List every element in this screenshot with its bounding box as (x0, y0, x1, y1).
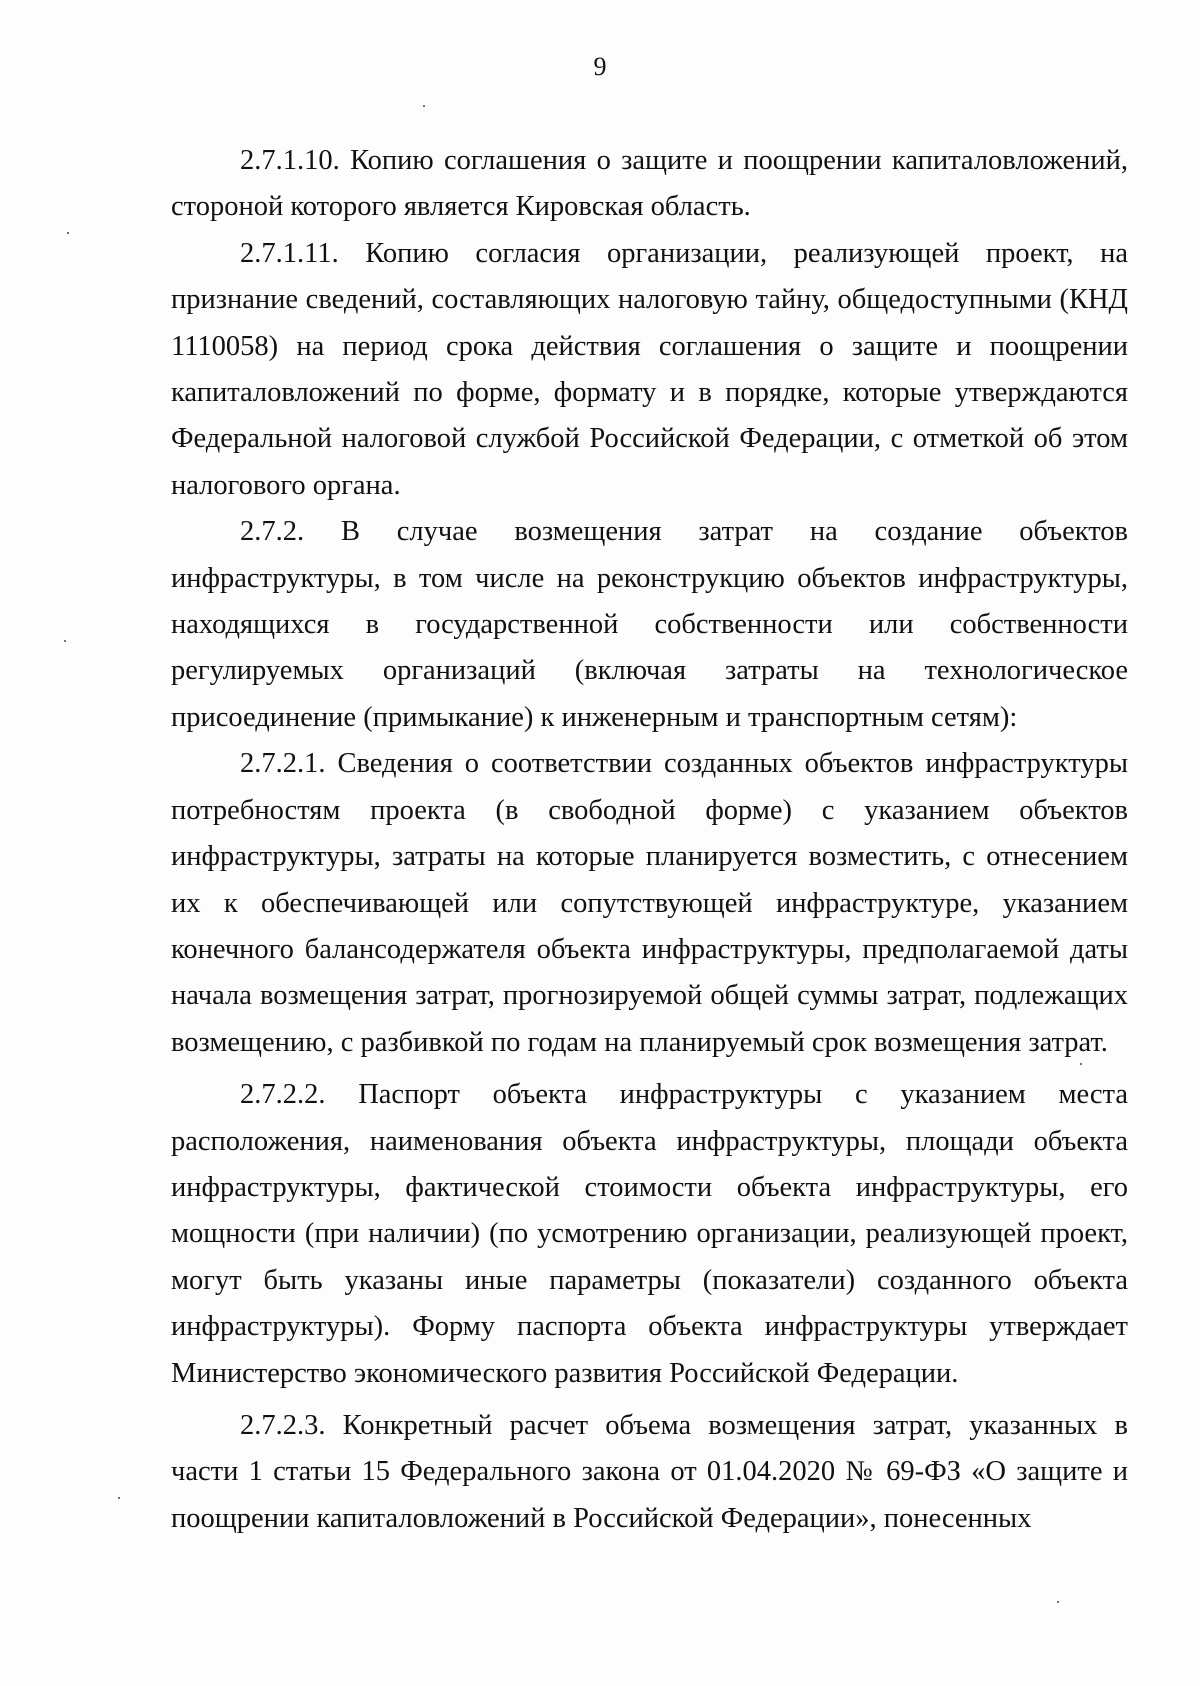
paragraph-2-7-1-11: 2.7.1.11. Копию согласия организации, реализующей проект, на признание сведений, составляющих налоговую тайну, общедоступными (КНД 1110058) на период срока действия соглашения о защите и поощрении капиталовложений по форме, формату и в порядке, которые утверждаются Федеральной налоговой службой Российской Федерации, с отметкой об этом налогового органа. (171, 237, 1128, 501)
paragraph-2-7-2-1: 2.7.2.1. Сведения о соответствии созданных объектов инфраструктуры потребностям проекта (в свободной форме) с указанием объектов инфраструктуры, затраты на которые планируется возместить, с отнесением их к обеспечивающей или сопутствующей инфраструктуре, указанием конечного балансодержателя объекта инфраструктуры, предполагаемой даты начала возмещения затрат, прогнозируемой общей суммы затрат, подлежащих возмещению, с разбивкой по годам на планируемый срок возмещения затрат. (171, 748, 1128, 1058)
scan-speck (67, 232, 69, 234)
scan-speck (1080, 1063, 1082, 1065)
paragraph-2-7-2-3: 2.7.2.3. Конкретный расчет объема возмещения затрат, указанных в части 1 статьи 15 Федерального закона от 01.04.2020 № 69-ФЗ «О защите и поощрении капиталовложений в Российской Федерации», понесенных (171, 1409, 1128, 1534)
scan-speck (64, 640, 66, 642)
paragraph-2-7-1-10: 2.7.1.10. Копию соглашения о защите и поощрении капиталовложений, стороной которого является Кировская область. (171, 145, 1128, 223)
page-number: 9 (593, 52, 607, 81)
scan-speck (118, 1497, 120, 1499)
scan-speck (423, 105, 425, 107)
paragraph-2-7-2-2: 2.7.2.2. Паспорт объекта инфраструктуры с указанием места расположения, наименования объекта инфраструктуры, площади объекта инфраструктуры, фактической стоимости объекта инфраструктуры, его мощности (при наличии) (по усмотрению организации, реализующей проект, могут быть указаны иные параметры (показатели) созданного объекта инфраструктуры). Форму паспорта объекта инфраструктуры утверждает Министерство экономического развития Российской Федерации. (171, 1079, 1128, 1389)
scan-speck (1057, 1601, 1059, 1603)
paragraph-2-7-2: 2.7.2. В случае возмещения затрат на создание объектов инфраструктуры, в том числе на реконструкцию объектов инфраструктуры, находящихся в государственной собственности или собственности регулируемых организаций (включая затраты на технологическое присоединение (примыкание) к инженерным и транспортным сетям): (171, 516, 1128, 733)
document-body (171, 138, 1128, 1542)
